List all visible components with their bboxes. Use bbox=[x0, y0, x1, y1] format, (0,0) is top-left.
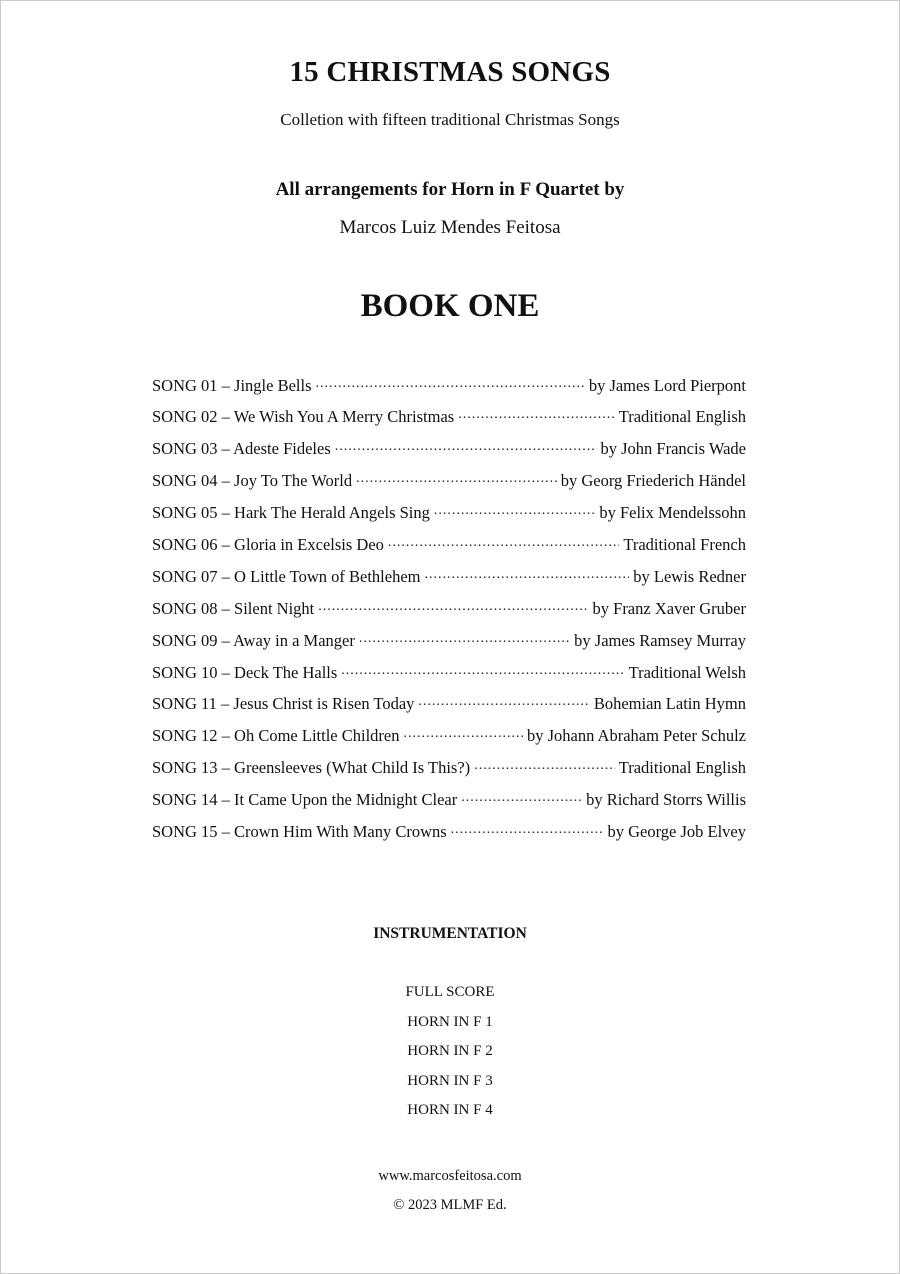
song-title: SONG 15 – Crown Him With Many Crowns bbox=[152, 821, 447, 841]
song-credit: by George Job Elvey bbox=[607, 821, 746, 841]
song-list-item bbox=[152, 820, 746, 852]
song-credit: by Johann Abraham Peter Schulz bbox=[526, 726, 746, 746]
song-title: SONG 09 – Away in a Manger bbox=[152, 630, 355, 650]
song-credit: Traditional French bbox=[623, 534, 746, 554]
dot-leader bbox=[316, 374, 585, 391]
song-title: SONG 05 – Hark The Herald Angels Sing bbox=[152, 503, 430, 523]
song-credit: by Franz Xaver Gruber bbox=[592, 598, 746, 618]
song-credit: Bohemian Latin Hymn bbox=[593, 694, 746, 714]
song-credit: Traditional Welsh bbox=[628, 662, 746, 682]
song-list-item bbox=[152, 406, 746, 438]
song-credit: by Georg Friederich Händel bbox=[560, 471, 746, 491]
song-title: SONG 14 – It Came Upon the Midnight Clear bbox=[152, 790, 458, 810]
instrument-part: FULL SCORE bbox=[405, 984, 495, 1000]
song-credit: by James Lord Pierpont bbox=[588, 375, 746, 395]
instrument-part: HORN IN F 1 bbox=[407, 1013, 493, 1030]
song-list-item bbox=[152, 597, 746, 629]
song-title: SONG 04 – Joy To The World bbox=[152, 471, 353, 491]
song-list-item bbox=[152, 693, 746, 725]
song-list-item bbox=[152, 470, 746, 502]
song-credit: by Richard Storrs Willis bbox=[586, 790, 746, 810]
dot-leader bbox=[461, 789, 582, 806]
dot-leader bbox=[356, 470, 557, 487]
song-list-item bbox=[152, 533, 746, 565]
song-list-item bbox=[152, 757, 746, 789]
dot-leader bbox=[335, 438, 597, 455]
instrumentation-heading: INSTRUMENTATION bbox=[373, 925, 527, 942]
song-list-item bbox=[152, 725, 746, 757]
arrangement-line: All arrangements for Horn in F Quartet by bbox=[275, 179, 625, 200]
author-name: Marcos Luiz Mendes Feitosa bbox=[339, 217, 561, 238]
instrument-part: HORN IN F 4 bbox=[407, 1102, 493, 1118]
dot-leader bbox=[451, 820, 604, 837]
book-title: BOOK ONE bbox=[360, 288, 540, 324]
instrument-part: HORN IN F 2 bbox=[407, 1043, 493, 1059]
dot-leader bbox=[474, 757, 615, 774]
song-title: SONG 02 – We Wish You A Merry Christmas bbox=[152, 407, 455, 427]
song-title: SONG 10 – Deck The Halls bbox=[152, 662, 338, 682]
song-title: SONG 08 – Silent Night bbox=[152, 598, 315, 618]
song-title: SONG 13 – Greensleeves (What Child Is This?) bbox=[152, 758, 471, 778]
song-title: SONG 11 – Jesus Christ is Risen Today bbox=[152, 694, 415, 714]
song-list-item bbox=[152, 789, 746, 821]
song-credit: by James Ramsey Murray bbox=[574, 630, 746, 650]
dot-leader bbox=[318, 597, 588, 614]
song-title: SONG 01 – Jingle Bells bbox=[152, 375, 312, 395]
song-credit: by Lewis Redner bbox=[633, 566, 746, 586]
instrumentation-list bbox=[0, 984, 900, 1132]
page-subtitle: Colletion with fifteen traditional Christmas Songs bbox=[280, 110, 620, 129]
song-credit: by Felix Mendelssohn bbox=[599, 503, 746, 523]
instrument-part: HORN IN F 3 bbox=[407, 1072, 493, 1089]
dot-leader bbox=[434, 502, 595, 519]
website-link[interactable]: www.marcosfeitosa.com bbox=[378, 1168, 522, 1184]
song-title: SONG 06 – Gloria in Excelsis Deo bbox=[152, 534, 384, 554]
dot-leader bbox=[424, 565, 629, 582]
dot-leader bbox=[341, 661, 624, 678]
song-credit: Traditional English bbox=[618, 758, 746, 778]
song-list bbox=[152, 374, 746, 852]
song-list-item bbox=[152, 629, 746, 661]
copyright-notice: © 2023 MLMF Ed. bbox=[393, 1197, 507, 1213]
song-title: SONG 03 – Adeste Fideles bbox=[152, 439, 331, 459]
song-credit: by John Francis Wade bbox=[600, 439, 746, 459]
page-title: 15 CHRISTMAS SONGS bbox=[289, 56, 611, 88]
dot-leader bbox=[458, 406, 614, 423]
dot-leader bbox=[418, 693, 589, 710]
song-title: SONG 12 – Oh Come Little Children bbox=[152, 726, 400, 746]
dot-leader bbox=[359, 629, 570, 646]
dot-leader bbox=[403, 725, 522, 742]
dot-leader bbox=[388, 533, 619, 550]
song-credit: Traditional English bbox=[618, 407, 746, 427]
song-list-item bbox=[152, 565, 746, 597]
song-list-item bbox=[152, 374, 746, 406]
song-title: SONG 07 – O Little Town of Bethlehem bbox=[152, 566, 421, 586]
song-list-item bbox=[152, 502, 746, 534]
song-list-item bbox=[152, 661, 746, 693]
song-list-item bbox=[152, 438, 746, 470]
